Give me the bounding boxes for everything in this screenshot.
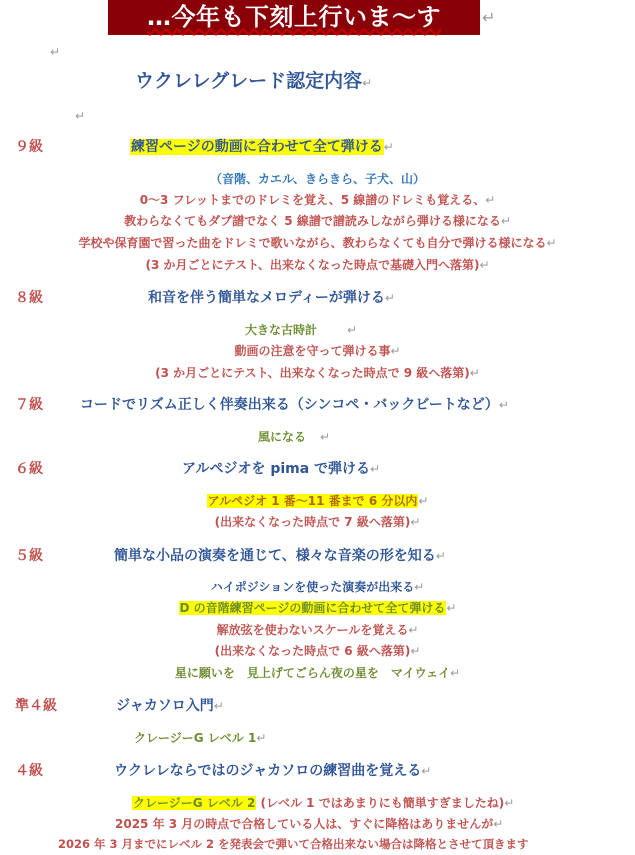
- grade-5-line-2: [0, 602, 635, 614]
- grade-7-heading: [80, 398, 509, 412]
- grade-4-line-1-note: (レベル 1 ではあまりにも簡単すぎましたね): [256, 796, 505, 810]
- grade-8-song-text: 大きな古時計: [245, 323, 318, 337]
- paragraph-mark: ↵: [493, 817, 504, 831]
- grade-5-label: ５級: [15, 548, 43, 564]
- grade-6-line-2: [0, 516, 635, 528]
- grade-7-label: ７級: [15, 397, 43, 413]
- grade-6-heading-text: アルペジオを pima で弾ける: [182, 461, 371, 477]
- grade-5-line-5-text: 星に願いを 見上げてごらん夜の星を マイウェイ: [174, 666, 451, 680]
- paragraph-mark: ↵: [50, 45, 61, 59]
- grade-9-heading-text: 練習ページの動画に合わせて全て弾ける: [131, 139, 383, 155]
- paragraph-mark: ↵: [435, 549, 446, 563]
- grade-4-line-1-highlight: クレージーG レベル 2: [133, 796, 256, 810]
- grade-6-label: ６級: [15, 461, 43, 477]
- grade-8-label: ８級: [15, 290, 43, 306]
- paragraph-mark: ↵: [347, 323, 358, 337]
- paragraph-mark: ↵: [362, 76, 373, 90]
- grade-4-label: ４級: [15, 763, 43, 779]
- paragraph-mark: ↵: [450, 666, 461, 680]
- grade-5-line-4: [0, 645, 635, 657]
- grade-5-line-4-text: (出来なくなった時点で 6 級へ落第): [214, 644, 411, 658]
- grade-6-heading: [182, 462, 380, 476]
- paragraph-mark: ↵: [408, 623, 419, 637]
- grade-9-line-1: [0, 194, 635, 206]
- grade-8-line-2: [0, 367, 635, 379]
- grade-5-line-3: [0, 624, 635, 636]
- paragraph-mark: ↵: [446, 601, 457, 615]
- grade-pre4-heading-text: ジャカソロ入門: [116, 698, 214, 714]
- grade-5-line-1: [0, 581, 635, 593]
- grade-9-line-1-text: 0〜3 フレットまでのドレミを覚え、5 線譜のドレミも覚える、: [139, 193, 486, 207]
- banner-text: …今年も下刻上行いま〜す: [147, 3, 441, 31]
- grade-9-line-4: [0, 259, 635, 271]
- grade-9-label: ９級: [15, 139, 43, 155]
- paragraph-mark: ↵: [410, 515, 421, 529]
- paragraph-mark: ↵: [390, 344, 401, 358]
- grade-pre4-line-1-text: クレージーG レベル 1: [134, 731, 257, 745]
- grade-8-song: [245, 324, 357, 336]
- grade-4-line-2-text: 2025 年 3 月の時点で合格している人は、すぐに降格はありませんが: [115, 817, 494, 831]
- grade-9-songs: （音階、カエル、きらきら、子犬、山）: [209, 172, 426, 186]
- grade-7-heading-text: コードでリズム正しく伴奏出来る（シンコペ・バックビートなど）: [80, 397, 499, 413]
- paragraph-mark: ↵: [498, 398, 509, 412]
- paragraph-mark: ↵: [418, 494, 429, 508]
- paragraph-mark: ↵: [469, 366, 480, 380]
- grade-5-line-1-text: ハイポジションを使った演奏が出来る: [210, 580, 415, 594]
- document-title: [135, 72, 372, 91]
- grade-9-line-2: [0, 215, 635, 227]
- grade-7-song-text: 風になる: [258, 430, 307, 444]
- paragraph-mark: ↵: [421, 764, 432, 778]
- grade-5-line-3-text: 解放弦を使わないスケールを覚える: [216, 623, 409, 637]
- grade-6-line-1-text: アルペジオ 1 番〜11 番まで 6 分以内: [207, 494, 418, 508]
- grade-4-heading: [114, 764, 431, 778]
- paragraph-mark: ↵: [414, 580, 425, 594]
- grade-6-line-1: [0, 495, 635, 507]
- grade-9-line-3-text: 学校や保育園で習った曲をドレミで歌いながら、教わらなくても自分で弾ける様になる: [78, 236, 547, 250]
- grade-9-line-3: [0, 237, 635, 249]
- paragraph-mark: ↵: [383, 140, 394, 154]
- grade-4-heading-text: ウクレレならではのジャカソロの練習曲を覚える: [114, 763, 422, 779]
- paragraph-mark: ↵: [504, 796, 515, 810]
- paragraph-mark: ↵: [320, 430, 331, 444]
- grade-9-line-2-text: 教わらなくてもダブ譜でなく 5 線譜で譜読みしながら弾ける様になる: [124, 214, 501, 228]
- grade-5-line-5: [0, 667, 635, 679]
- paragraph-mark: ↵: [75, 109, 86, 123]
- grade-pre4-heading: [116, 699, 224, 713]
- grade-9-line-4-text: (3 か月ごとにテスト、出来なくなった時点で基礎入門へ落第): [145, 258, 480, 272]
- grade-5-line-2-text: D の音階練習ページの動画に合わせて全て弾ける: [179, 601, 446, 615]
- paragraph-mark: ↵: [485, 193, 496, 207]
- grade-pre4-label: 準４級: [15, 698, 57, 714]
- page-banner: [108, 0, 480, 35]
- grade-4-line-2: [115, 818, 503, 830]
- grade-4-line-3: 2026 年 3 月までにレベル 2 を発表会で弾いて合格出来ない場合は降格とさせて頂きます: [58, 837, 529, 851]
- paragraph-mark: ↵: [256, 731, 267, 745]
- grade-8-heading: [148, 291, 395, 305]
- paragraph-mark: ↵: [384, 291, 395, 305]
- paragraph-mark: ↵: [500, 214, 511, 228]
- grade-5-heading: [114, 549, 446, 563]
- grade-8-line-1-text: 動画の注意を守って弾ける事: [234, 344, 391, 358]
- grade-5-heading-text: 簡単な小品の演奏を通じて、様々な音楽の形を知る: [114, 548, 436, 564]
- paragraph-mark: ↵: [479, 258, 490, 272]
- paragraph-mark: ↵: [213, 699, 224, 713]
- title-text: ウクレレグレード認定内容: [135, 70, 363, 92]
- paragraph-mark: ↵: [546, 236, 557, 250]
- grade-pre4-line-1: [134, 732, 266, 744]
- grade-4-line-1: [132, 797, 514, 809]
- grade-8-line-1: [0, 345, 635, 357]
- paragraph-mark: ↵: [482, 8, 496, 27]
- grade-9-heading: [130, 140, 394, 154]
- grade-7-song: [258, 431, 330, 443]
- paragraph-mark: ↵: [370, 462, 381, 476]
- grade-6-line-2-text: (出来なくなった時点で 7 級へ落第): [214, 515, 411, 529]
- grade-8-heading-text: 和音を伴う簡単なメロディーが弾ける: [148, 290, 385, 306]
- paragraph-mark: ↵: [410, 644, 421, 658]
- grade-8-line-2-text: (3 か月ごとにテスト、出来なくなった時点で 9 級へ落第): [155, 366, 470, 380]
